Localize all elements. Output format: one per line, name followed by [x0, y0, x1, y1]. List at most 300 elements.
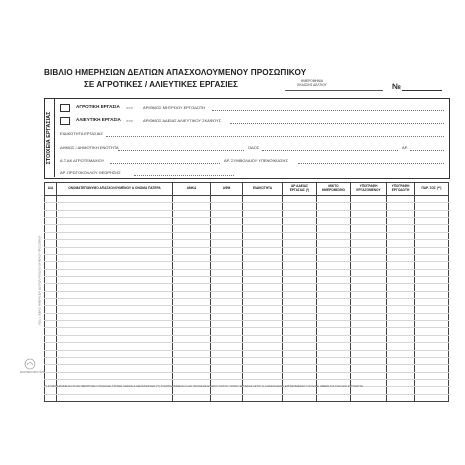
table-cell[interactable] [387, 372, 415, 379]
table-cell[interactable] [57, 218, 173, 225]
table-cell[interactable] [243, 247, 283, 254]
table-cell[interactable] [283, 299, 317, 306]
table-cell[interactable] [351, 291, 387, 298]
table-cell[interactable] [211, 269, 243, 276]
table-cell[interactable] [351, 225, 387, 232]
number-field-line[interactable] [402, 90, 442, 91]
table-cell[interactable] [351, 262, 387, 269]
table-cell[interactable] [387, 196, 415, 203]
table-cell[interactable] [283, 232, 317, 239]
table-cell[interactable] [387, 365, 415, 372]
table-cell[interactable] [173, 203, 211, 210]
table-cell[interactable] [45, 240, 57, 247]
table-cell[interactable] [415, 203, 449, 210]
table-cell[interactable] [351, 299, 387, 306]
table-cell[interactable] [351, 254, 387, 261]
table-cell[interactable] [173, 313, 211, 320]
table-cell[interactable] [415, 254, 449, 261]
table-cell[interactable] [283, 291, 317, 298]
table-cell[interactable] [45, 225, 57, 232]
table-cell[interactable] [243, 240, 283, 247]
table-cell[interactable] [173, 321, 211, 328]
table-cell[interactable] [415, 335, 449, 342]
table-cell[interactable] [351, 372, 387, 379]
table-cell[interactable] [415, 276, 449, 283]
table-cell[interactable] [283, 372, 317, 379]
table-cell[interactable] [173, 291, 211, 298]
table-cell[interactable] [283, 328, 317, 335]
table-cell[interactable] [283, 218, 317, 225]
date-label-line-2: ΕΚΔΟΣΗΣ ΔΕΛΤΙΟΥ [297, 83, 327, 87]
table-cell[interactable] [243, 203, 283, 210]
table-cell[interactable] [211, 276, 243, 283]
date-label-line-1: ΗΜΕΡΟΜΗΝΙΑ [301, 79, 323, 83]
col-employee-signature: ΥΠΟΓΡΑΦΗ ΕΡΓΑΖΟΜΕΝΟΥ [351, 183, 387, 196]
table-cell[interactable] [243, 306, 283, 313]
table-cell[interactable] [57, 313, 173, 320]
table-cell[interactable] [317, 357, 351, 364]
table-cell[interactable] [211, 394, 243, 401]
table-cell[interactable] [211, 262, 243, 269]
table-cell[interactable] [45, 218, 57, 225]
table-cell[interactable] [317, 247, 351, 254]
table-cell[interactable] [211, 210, 243, 217]
specialty-label: ΕΙΔΙΚΟΤΗΤΑ ΕΡΓΑΣΙΑΣ [60, 131, 103, 136]
date-field-line[interactable] [285, 90, 383, 91]
table-cell[interactable] [243, 291, 283, 298]
table-cell[interactable] [283, 225, 317, 232]
table-cell[interactable] [351, 394, 387, 401]
table-cell[interactable] [283, 276, 317, 283]
table-cell[interactable] [387, 291, 415, 298]
table-cell[interactable] [45, 284, 57, 291]
fish-arrows: >>> [126, 118, 134, 123]
table-cell[interactable] [317, 210, 351, 217]
table-cell[interactable] [243, 328, 283, 335]
agro-field-label: ΑΡΙΘΜΟΣ ΜΗΤΡΩΟΥ ΕΡΓΟΔΟΤΗ [143, 105, 206, 110]
table-cell[interactable] [243, 343, 283, 350]
table-cell[interactable] [45, 262, 57, 269]
table-cell[interactable] [317, 321, 351, 328]
table-cell[interactable] [317, 262, 351, 269]
table-cell[interactable] [211, 328, 243, 335]
table-cell[interactable] [415, 240, 449, 247]
table-cell[interactable] [211, 218, 243, 225]
col-afm: ΑΦΜ [211, 183, 243, 196]
plot-line[interactable] [110, 163, 220, 164]
table-cell[interactable] [243, 321, 283, 328]
table-cell[interactable] [45, 357, 57, 364]
table-cell[interactable] [351, 269, 387, 276]
table-cell[interactable] [243, 299, 283, 306]
table-cell[interactable] [283, 365, 317, 372]
table-cell[interactable] [387, 210, 415, 217]
table-cell[interactable] [317, 240, 351, 247]
table-cell[interactable] [317, 365, 351, 372]
table-cell[interactable] [211, 357, 243, 364]
table-cell[interactable] [173, 306, 211, 313]
table-cell[interactable] [243, 276, 283, 283]
table-cell[interactable] [387, 254, 415, 261]
table-cell[interactable] [57, 357, 173, 364]
table-cell[interactable] [211, 203, 243, 210]
table-cell[interactable] [415, 247, 449, 254]
table-cell[interactable] [57, 203, 173, 210]
table-cell[interactable] [317, 343, 351, 350]
table-cell[interactable] [57, 247, 173, 254]
table-cell[interactable] [173, 225, 211, 232]
table-cell[interactable] [45, 276, 57, 283]
agro-label: ΑΓΡΟΤΙΚΗ ΕΡΓΑΣΙΑ [76, 104, 120, 109]
table-cell[interactable] [387, 218, 415, 225]
table-cell[interactable] [57, 276, 173, 283]
table-cell[interactable] [351, 357, 387, 364]
table-cell[interactable] [45, 335, 57, 342]
table-cell[interactable] [173, 357, 211, 364]
fish-checkbox[interactable] [60, 117, 70, 125]
table-cell[interactable] [173, 218, 211, 225]
table-row [45, 343, 449, 350]
table-row [45, 203, 449, 210]
table-cell[interactable] [211, 247, 243, 254]
table-cell[interactable] [387, 276, 415, 283]
table-cell[interactable] [45, 350, 57, 357]
publisher-logo-text: ΕΚΔΟΣΕΙΣ ΜΠΟΥΣΙΑΣ [20, 371, 45, 374]
table-cell[interactable] [415, 365, 449, 372]
table-body [45, 196, 449, 402]
table-cell[interactable] [387, 225, 415, 232]
table-cell[interactable] [317, 203, 351, 210]
table-cell[interactable] [173, 232, 211, 239]
table-cell[interactable] [317, 276, 351, 283]
table-cell[interactable] [243, 210, 283, 217]
table-cell[interactable] [243, 372, 283, 379]
table-cell[interactable] [57, 299, 173, 306]
table-cell[interactable] [45, 196, 57, 203]
table-cell[interactable] [173, 394, 211, 401]
table-cell[interactable] [45, 247, 57, 254]
fish-field-label: ΑΡΙΘΜΟΣ ΑΔΕΙΑΣ ΑΛΙΕΥΤΙΚΟΥ ΣΚΑΦΟΥΣ [143, 118, 222, 123]
table-cell[interactable] [415, 269, 449, 276]
table-cell[interactable] [351, 240, 387, 247]
table-cell[interactable] [317, 350, 351, 357]
table-cell[interactable] [317, 284, 351, 291]
table-cell[interactable] [283, 335, 317, 342]
table-cell[interactable] [387, 321, 415, 328]
table-cell[interactable] [351, 306, 387, 313]
table-cell[interactable] [283, 343, 317, 350]
table-cell[interactable] [243, 394, 283, 401]
title-line-1: ΒΙΒΛΙΟ ΗΜΕΡΗΣΙΩΝ ΔΕΛΤΙΩΝ ΑΠΑΣΧΟΛΟΥΜΕΝΟΥ ΠΡΟΣΩΠΙΚΟΥ [44, 68, 307, 77]
table-cell[interactable] [317, 196, 351, 203]
table-cell[interactable] [317, 218, 351, 225]
table-cell[interactable] [45, 299, 57, 306]
table-cell[interactable] [283, 306, 317, 313]
table-cell[interactable] [415, 394, 449, 401]
table-cell[interactable] [351, 203, 387, 210]
table-cell[interactable] [173, 343, 211, 350]
table-cell[interactable] [283, 254, 317, 261]
table-cell[interactable] [317, 372, 351, 379]
table-cell[interactable] [351, 210, 387, 217]
table-cell[interactable] [351, 247, 387, 254]
table-cell[interactable] [57, 196, 173, 203]
table-cell[interactable] [283, 394, 317, 401]
table-cell[interactable] [415, 196, 449, 203]
table-cell[interactable] [211, 313, 243, 320]
table-cell[interactable] [415, 372, 449, 379]
table-row [45, 357, 449, 364]
table-cell[interactable] [57, 321, 173, 328]
contract-line[interactable] [298, 163, 444, 164]
table-cell[interactable] [317, 291, 351, 298]
table-cell[interactable] [351, 232, 387, 239]
table-cell[interactable] [45, 328, 57, 335]
table-cell[interactable] [173, 350, 211, 357]
table-cell[interactable] [387, 328, 415, 335]
table-cell[interactable] [317, 394, 351, 401]
municipality-label: ΔΗΜΟΣ / ΔΗΜΟΤΙΚΗ ΕΝΟΤΗΤΑ [60, 145, 119, 150]
table-cell[interactable] [211, 225, 243, 232]
table-cell[interactable] [243, 335, 283, 342]
table-cell[interactable] [57, 343, 173, 350]
title-line-2: ΣΕ ΑΓΡΟΤΙΚΕΣ / ΑΛΙΕΥΤΙΚΕΣ ΕΡΓΑΣΙΕΣ [84, 80, 238, 89]
table-cell[interactable] [243, 357, 283, 364]
table-cell[interactable] [57, 306, 173, 313]
table-cell[interactable] [243, 254, 283, 261]
table-row [45, 240, 449, 247]
table-cell[interactable] [351, 313, 387, 320]
table-cell[interactable] [317, 328, 351, 335]
table-cell[interactable] [173, 269, 211, 276]
table-cell[interactable] [387, 313, 415, 320]
table-cell[interactable] [351, 328, 387, 335]
table-cell[interactable] [351, 284, 387, 291]
table-cell[interactable] [243, 225, 283, 232]
table-cell[interactable] [387, 247, 415, 254]
table-cell[interactable] [243, 232, 283, 239]
table-cell[interactable] [283, 269, 317, 276]
table-cell[interactable] [173, 372, 211, 379]
table-cell[interactable] [351, 218, 387, 225]
contract-label: ΑΡ. ΣΥΜΒΟΛΑΙΟΥ ΥΠΕΝΟΙΚΙΑΣΗΣ [224, 158, 288, 163]
agro-checkbox[interactable] [60, 104, 70, 112]
table-cell[interactable] [243, 365, 283, 372]
table-cell[interactable] [351, 335, 387, 342]
table-cell[interactable] [211, 254, 243, 261]
table-cell[interactable] [415, 328, 449, 335]
table-cell[interactable] [415, 306, 449, 313]
specialty-line[interactable] [106, 136, 444, 137]
table-cell[interactable] [351, 343, 387, 350]
table-cell[interactable] [45, 313, 57, 320]
table-cell[interactable] [211, 232, 243, 239]
table-cell[interactable] [387, 269, 415, 276]
table-cell[interactable] [45, 210, 57, 217]
municipality-line[interactable] [118, 150, 244, 151]
table-cell[interactable] [415, 210, 449, 217]
table-cell[interactable] [415, 225, 449, 232]
table-cell[interactable] [211, 306, 243, 313]
table-cell[interactable] [415, 299, 449, 306]
table-cell[interactable] [57, 225, 173, 232]
table-cell[interactable] [45, 269, 57, 276]
number-label: № [392, 82, 401, 91]
table-cell[interactable] [57, 365, 173, 372]
table-cell[interactable] [243, 284, 283, 291]
table-cell[interactable] [415, 350, 449, 357]
table-cell[interactable] [57, 240, 173, 247]
table-cell[interactable] [173, 247, 211, 254]
table-cell[interactable] [57, 262, 173, 269]
table-cell[interactable] [211, 240, 243, 247]
table-cell[interactable] [45, 365, 57, 372]
table-cell[interactable] [57, 372, 173, 379]
table-cell[interactable] [45, 306, 57, 313]
table-cell[interactable] [387, 299, 415, 306]
table-cell[interactable] [211, 291, 243, 298]
table-cell[interactable] [415, 218, 449, 225]
table-cell[interactable] [243, 350, 283, 357]
table-cell[interactable] [317, 225, 351, 232]
table-cell[interactable] [243, 196, 283, 203]
street-line[interactable] [262, 150, 398, 151]
table-cell[interactable] [415, 284, 449, 291]
table-cell[interactable] [45, 321, 57, 328]
table-cell[interactable] [243, 313, 283, 320]
plot-label: Α.Τ.ΑΚ ΑΓΡΟΤΕΜΑΧΙΟΥ [60, 158, 105, 163]
table-cell[interactable] [57, 232, 173, 239]
table-cell[interactable] [415, 343, 449, 350]
table-cell[interactable] [317, 254, 351, 261]
protocol-line[interactable] [134, 175, 234, 176]
table-row [45, 262, 449, 269]
table-cell[interactable] [173, 196, 211, 203]
table-cell[interactable] [45, 291, 57, 298]
table-cell[interactable] [45, 254, 57, 261]
table-cell[interactable] [173, 299, 211, 306]
table-cell[interactable] [317, 335, 351, 342]
table-cell[interactable] [173, 365, 211, 372]
table-cell[interactable] [57, 335, 173, 342]
table-cell[interactable] [387, 357, 415, 364]
table-cell[interactable] [387, 394, 415, 401]
table-cell[interactable] [283, 203, 317, 210]
table-cell[interactable] [173, 328, 211, 335]
table-cell[interactable] [243, 262, 283, 269]
table-cell[interactable] [283, 240, 317, 247]
table-cell[interactable] [387, 343, 415, 350]
table-cell[interactable] [173, 240, 211, 247]
table-cell[interactable] [283, 350, 317, 357]
table-cell[interactable] [173, 210, 211, 217]
table-cell[interactable] [173, 276, 211, 283]
table-cell[interactable] [317, 232, 351, 239]
table-cell[interactable] [211, 196, 243, 203]
table-cell[interactable] [317, 269, 351, 276]
table-cell[interactable] [387, 262, 415, 269]
table-cell[interactable] [211, 372, 243, 379]
table-cell[interactable] [283, 357, 317, 364]
table-cell[interactable] [211, 365, 243, 372]
table-cell[interactable] [57, 350, 173, 357]
agro-field-line[interactable] [212, 110, 444, 111]
table-cell[interactable] [351, 350, 387, 357]
table-cell[interactable] [415, 232, 449, 239]
table-cell[interactable] [45, 203, 57, 210]
table-cell[interactable] [243, 269, 283, 276]
table-cell[interactable] [387, 284, 415, 291]
table-cell[interactable] [387, 232, 415, 239]
table-cell[interactable] [415, 313, 449, 320]
table-cell[interactable] [45, 343, 57, 350]
table-cell[interactable] [57, 394, 173, 401]
table-cell[interactable] [387, 240, 415, 247]
street-number-line[interactable] [410, 150, 444, 151]
table-cell[interactable] [173, 335, 211, 342]
table-cell[interactable] [45, 394, 57, 401]
table-cell[interactable] [387, 306, 415, 313]
table-cell[interactable] [351, 365, 387, 372]
table-cell[interactable] [211, 299, 243, 306]
table-cell[interactable] [57, 328, 173, 335]
table-cell[interactable] [211, 321, 243, 328]
table-cell[interactable] [387, 203, 415, 210]
table-cell[interactable] [283, 321, 317, 328]
table-row [45, 313, 449, 320]
table-cell[interactable] [283, 196, 317, 203]
table-cell[interactable] [351, 276, 387, 283]
table-cell[interactable] [57, 284, 173, 291]
table-cell[interactable] [415, 321, 449, 328]
table-cell[interactable] [211, 284, 243, 291]
table-cell[interactable] [317, 313, 351, 320]
table-cell[interactable] [173, 284, 211, 291]
table-cell[interactable] [283, 247, 317, 254]
table-cell[interactable] [387, 335, 415, 342]
table-row [45, 291, 449, 298]
table-cell[interactable] [283, 313, 317, 320]
table-row [45, 350, 449, 357]
table-cell[interactable] [387, 350, 415, 357]
table-cell[interactable] [415, 357, 449, 364]
table-cell[interactable] [45, 232, 57, 239]
table-cell[interactable] [351, 321, 387, 328]
fish-field-line[interactable] [230, 123, 444, 124]
table-cell[interactable] [57, 210, 173, 217]
table-cell[interactable] [57, 269, 173, 276]
table-row [45, 372, 449, 379]
table-cell[interactable] [45, 372, 57, 379]
table-cell[interactable] [173, 262, 211, 269]
table-cell[interactable] [243, 218, 283, 225]
table-cell[interactable] [211, 343, 243, 350]
table-cell[interactable] [317, 299, 351, 306]
table-cell[interactable] [415, 262, 449, 269]
table-cell[interactable] [211, 335, 243, 342]
table-cell[interactable] [351, 196, 387, 203]
table-cell[interactable] [283, 210, 317, 217]
table-cell[interactable] [57, 291, 173, 298]
table-cell[interactable] [317, 306, 351, 313]
table-cell[interactable] [173, 254, 211, 261]
table-cell[interactable] [283, 262, 317, 269]
table-cell[interactable] [415, 291, 449, 298]
table-cell[interactable] [57, 254, 173, 261]
table-cell[interactable] [211, 350, 243, 357]
table-cell[interactable] [283, 284, 317, 291]
col-aa: Α/Α [45, 183, 57, 196]
